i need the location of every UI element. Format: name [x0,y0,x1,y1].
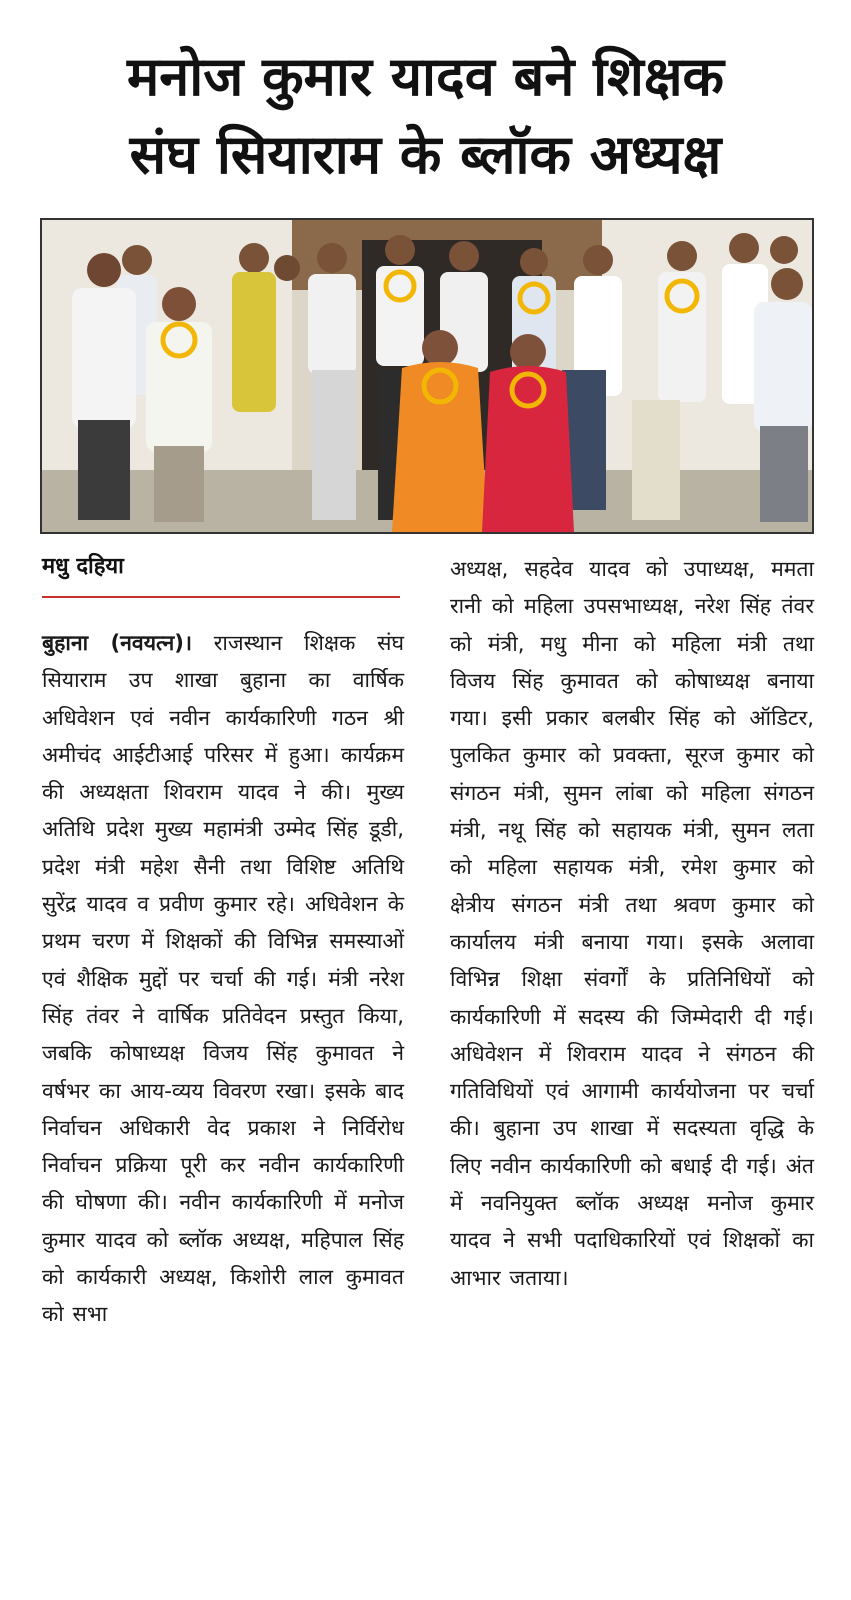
article-body-left-column [42,624,404,1333]
byline: मधु दहिया [42,554,124,579]
article-body-right-column [450,550,814,1296]
article-body-right-text: अध्यक्ष, सहदेव यादव को उपाध्यक्ष, ममता रानी को महिला उपसभाध्यक्ष, नरेश सिंह तंवर को मंत्री, मधु मीना को महिला मंत्री तथा विजय सिंह कुमावत को कोषाध्यक्ष बनाया गया। इसी प्रकार बलबीर सिंह को ऑडिटर, पुलकित कुमार को प्रवक्ता, सूरज कुमार को संगठन मंत्री, सुमन लांबा को महिला संगठन मंत्री, नथू सिंह को सहायक मंत्री, सुमन लता को महिला सहायक मंत्री, रमेश कुमार को क्षेत्रीय संगठन मंत्री तथा श्रवण कुमार को कार्यालय मंत्री बनाया गया। इसके अलावा विभिन्न शिक्षा संवर्गों के प्रतिनिधियों को कार्यकारिणी में सदस्य की जिम्मेदारी दी गई। अधिवेशन में शिवराम यादव ने संगठन की गतिविधियों एवं आगामी कार्ययोजना पर चर्चा की। बुहाना उप शाखा में सदस्यता वृद्धि के लिए नवीन कार्यकारिणी को बधाई दी गई। अंत में नवनियुक्त ब्लॉक अध्यक्ष मनोज कुमार यादव ने सभी पदाधिकारियों एवं शिक्षकों का आभार जताया। [450,556,814,1290]
group-photo [40,218,814,534]
headline [30,38,821,194]
article-body-left-text: राजस्थान शिक्षक संघ सियाराम उप शाखा बुहाना का वार्षिक अधिवेशन एवं नवीन कार्यकारिणी गठन श्री अमीचंद आईटीआई परिसर में हुआ। कार्यक्रम की अध्यक्षता शिवराम यादव ने की। मुख्य अतिथि प्रदेश मुख्य महामंत्री उम्मेद सिंह डूडी, प्रदेश मंत्री महेश सैनी तथा विशिष्ट अतिथि सुरेंद्र यादव व प्रवीण कुमार रहे। अधिवेशन के प्रथम चरण में शिक्षकों की विभिन्न समस्याओं एवं शैक्षिक मुद्दों पर चर्चा की गई। मंत्री नरेश सिंह तंवर ने वार्षिक प्रतिवेदन प्रस्तुत किया, जबकि कोषाध्यक्ष विजय सिंह कुमावत ने वर्षभर का आय-व्यय विवरण रखा। इसके बाद निर्वाचन अधिकारी वेद प्रकाश ने निर्विरोध निर्वाचन प्रक्रिया पूरी कर नवीन कार्यकारिणी की घोषणा की। नवीन कार्यकारिणी में मनोज कुमार यादव को ब्लॉक अध्यक्ष, महिपाल सिंह को कार्यकारी अध्यक्ष, किशोरी लाल कुमावत को सभा [42,630,404,1327]
byline-rule [42,596,400,598]
headline-line-2: संघ सियाराम के ब्लॉक अध्यक्ष [129,123,722,186]
dateline: बुहाना (नवयत्न)। [42,630,192,655]
headline-line-1: मनोज कुमार यादव बने शिक्षक [126,45,725,108]
